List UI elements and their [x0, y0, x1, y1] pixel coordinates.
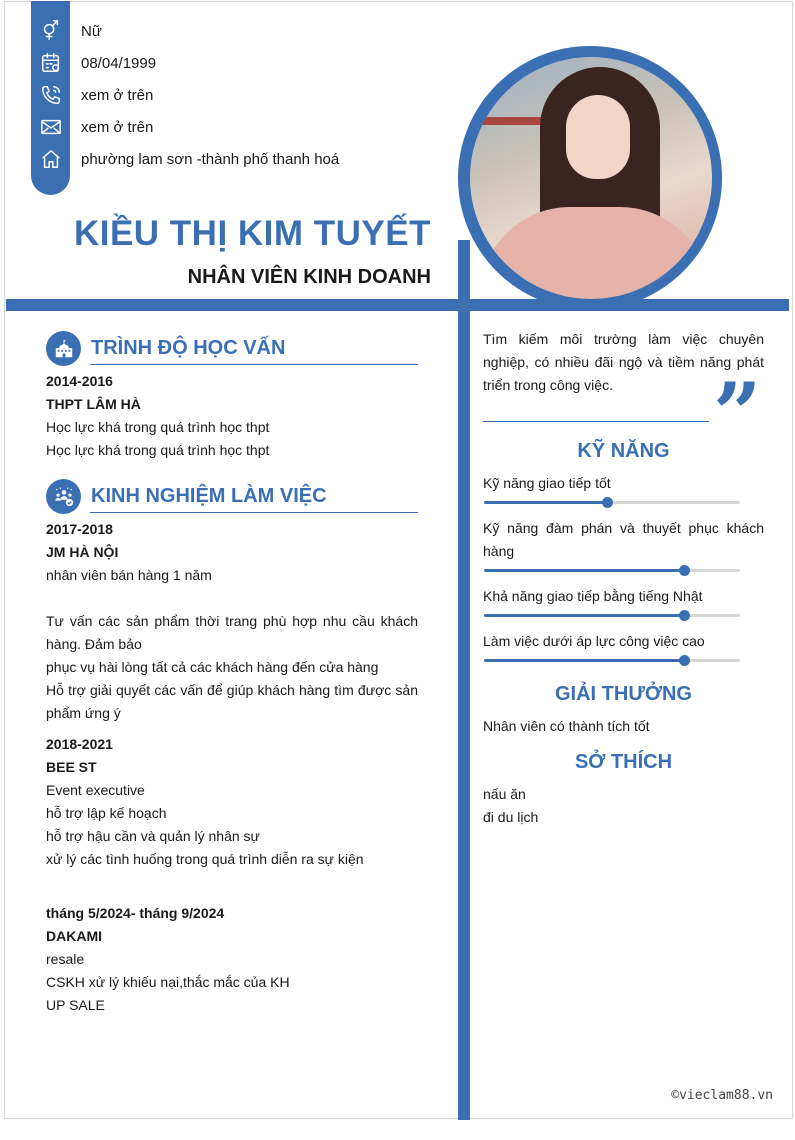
skill-label: Kỹ năng giao tiếp tốt	[483, 475, 611, 491]
skill-label: Kỹ năng đàm phán và thuyết phục khách hàng	[483, 520, 764, 559]
job-line: hỗ trợ lập kế hoạch	[46, 805, 167, 821]
experience-section-header	[46, 479, 418, 515]
experience-heading: KINH NGHIỆM LÀM VIỆC	[91, 485, 327, 507]
horizontal-divider-bar	[6, 299, 789, 311]
job-line: resale	[46, 951, 85, 967]
job-company: BEE ST	[46, 759, 97, 775]
education-line: Học lực khá trong quá trình học thpt	[46, 419, 270, 435]
contact-email-text: xem ở trên	[81, 118, 154, 136]
education-heading: TRÌNH ĐỘ HỌC VẤN	[91, 337, 286, 359]
candidate-name: KIỀU THỊ KIM TUYẾT	[73, 214, 431, 253]
contact-phone-text: xem ở trên	[81, 86, 154, 104]
hobbies-heading: SỞ THÍCH	[574, 751, 673, 773]
skill-bar	[484, 569, 740, 572]
award-line: Nhân viên có thành tích tốt	[483, 718, 650, 734]
contact-gender-text: Nữ	[81, 22, 102, 40]
skills-heading: KỸ NĂNG	[577, 440, 670, 462]
contact-email	[31, 111, 451, 143]
skill-bar-fill	[484, 614, 684, 617]
mail-icon	[31, 111, 70, 143]
education-section-header	[46, 331, 418, 367]
hobby-line: nấu ăn	[483, 786, 526, 802]
job-line: Event executive	[46, 782, 145, 798]
vertical-divider-bar	[458, 240, 470, 1120]
job-line: Tư vấn các sản phẩm thời trang phù hợp nhu cầu khách hàng. Đảm bảo	[46, 613, 418, 652]
job-period: 2017-2018	[46, 521, 113, 537]
job-company: JM HÀ NỘI	[46, 544, 119, 560]
job-line: phục vụ hài lòng tất cả các khách hàng đến cửa hàng	[46, 659, 379, 675]
skill-label: Khả năng giao tiếp bằng tiếng Nhật	[483, 588, 703, 604]
skill-bar-knob	[679, 565, 690, 576]
experience-underline	[90, 512, 418, 513]
job-line: CSKH xử lý khiếu nại,thắc mắc của KH	[46, 974, 290, 990]
job-line: nhân viên bán hàng 1 năm	[46, 567, 212, 583]
profile-photo	[470, 57, 712, 299]
awards-heading: GIẢI THƯỞNG	[555, 683, 692, 705]
hobby-line: đi du lịch	[483, 809, 539, 825]
education-period: 2014-2016	[46, 373, 113, 389]
education-underline	[90, 364, 418, 365]
skill-bar	[484, 614, 740, 617]
gender-icon	[31, 15, 70, 47]
contact-birthday	[31, 47, 451, 79]
contact-gender	[31, 15, 451, 47]
team-icon	[46, 479, 81, 514]
candidate-job-title: NHÂN VIÊN KINH DOANH	[187, 266, 431, 288]
skill-bar-knob	[679, 655, 690, 666]
skill-bar	[484, 501, 740, 504]
education-line: Học lực khá trong quá trình học thpt	[46, 442, 270, 458]
home-icon	[31, 143, 70, 175]
skill-label: Làm việc dưới áp lực công việc cao	[483, 633, 705, 649]
objective-underline	[483, 421, 709, 422]
calendar-icon	[31, 47, 70, 79]
skill-bar-fill	[484, 501, 607, 504]
job-line: Hỗ trợ giải quyết các vấn để giúp khách hàng tìm được sản phẩm ứng ý	[46, 682, 418, 721]
job-line: UP SALE	[46, 997, 105, 1013]
job-line: hỗ trợ hậu cần và quản lý nhân sự	[46, 828, 260, 844]
contact-birthday-text: 08/04/1999	[81, 54, 157, 72]
contact-address	[31, 143, 451, 175]
skill-bar-fill	[484, 659, 684, 662]
school-icon	[46, 331, 81, 366]
quote-icon: ”	[713, 364, 762, 463]
job-period: 2018-2021	[46, 736, 113, 752]
contact-address-text: phường lam sơn -thành phố thanh hoá	[81, 150, 340, 168]
phone-icon	[31, 79, 70, 111]
watermark: ©vieclam88.vn	[671, 1088, 773, 1103]
job-company: DAKAMI	[46, 928, 102, 944]
skill-bar-knob	[679, 610, 690, 621]
contact-phone	[31, 79, 451, 111]
skill-bar	[484, 659, 740, 662]
job-line: xử lý các tình huống trong quá trình diễn ra sự kiện	[46, 851, 364, 867]
skill-bar-knob	[602, 497, 613, 508]
career-objective: Tìm kiếm môi trường làm việc chuyên nghiệp, có nhiều đãi ngộ và tiềm năng phát triển trong công việc.	[483, 331, 764, 393]
skill-bar-fill	[484, 569, 684, 572]
education-school: THPT LÂM HÀ	[46, 396, 141, 412]
job-period: tháng 5/2024- tháng 9/2024	[46, 905, 225, 921]
